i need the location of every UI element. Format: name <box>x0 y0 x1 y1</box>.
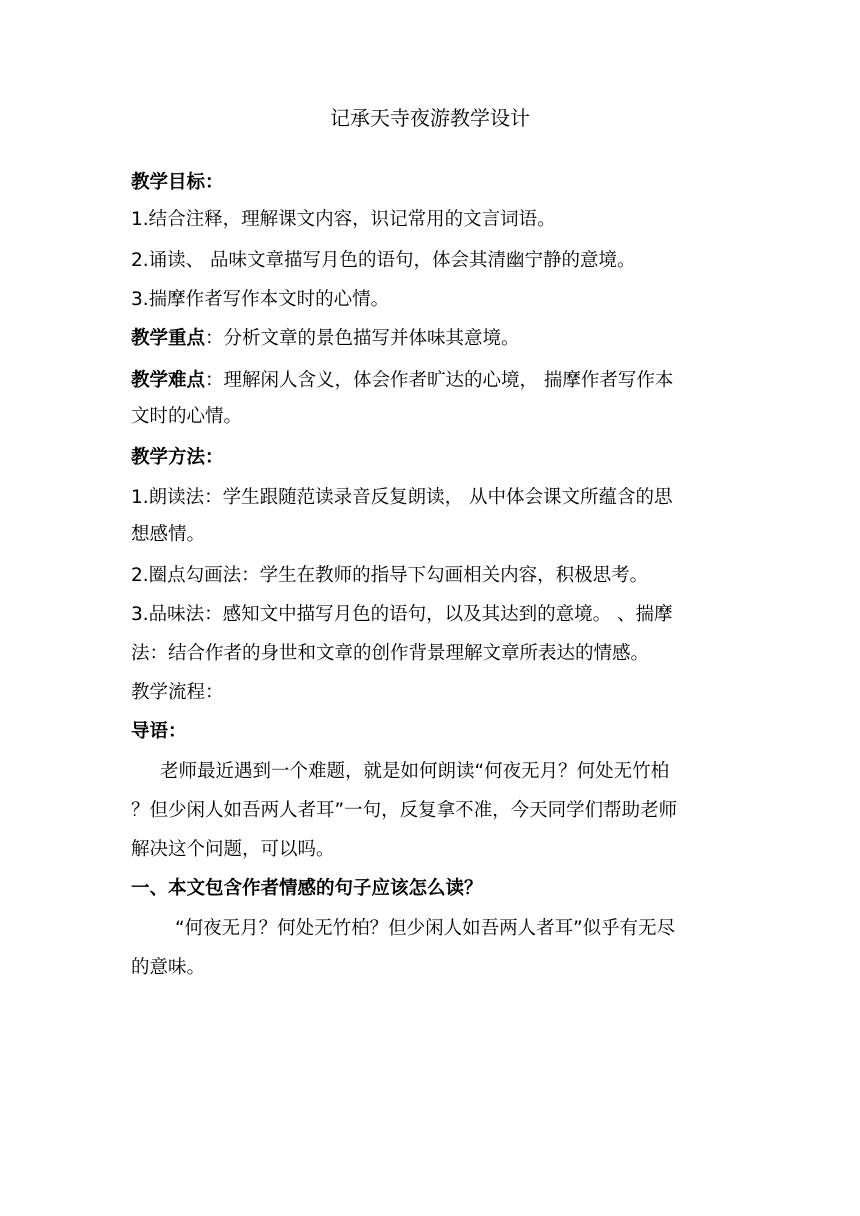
method-1-continued: 想感情。 <box>131 524 206 545</box>
key-point-line <box>131 324 731 354</box>
goal-1: 1.结合注释，理解课文内容，识记常用的文言词语。 <box>131 209 556 230</box>
key-point-label: 教学重点 <box>131 328 206 349</box>
methods-heading: 教学方法： <box>131 447 224 468</box>
process-heading: 教学流程： <box>131 682 224 703</box>
section-1-heading: 一、本文包含作者情感的句子应该怎么读？ <box>131 878 483 899</box>
goal-3: 3.揣摩作者写作本文时的心情。 <box>131 289 390 310</box>
difficulty-line <box>131 366 731 396</box>
method-1: 1.朗读法：学生跟随范读录音反复朗读， 从中体会课文所蕴含的思 <box>131 487 673 508</box>
difficulty-text-continued: 文时的心情。 <box>131 406 243 427</box>
document-title: 记承天寺夜游教学设计 <box>330 106 530 130</box>
method-3: 3.品味法：感知文中描写月色的语句，以及其达到的意境。 、揣摩 <box>131 604 673 625</box>
method-2: 2.圈点勾画法：学生在教师的指导下勾画相关内容，积极思考。 <box>131 565 649 586</box>
key-point-text: ：分析文章的景色描写并体味其意境。 <box>205 328 520 349</box>
difficulty-label: 教学难点 <box>131 370 206 391</box>
difficulty-text: ：理解闲人含义，体会作者旷达的心境， 揣摩作者写作本 <box>205 370 674 391</box>
intro-paragraph-line-1: 老师最近遇到一个难题，就是如何朗读“何夜无月？何处无竹柏 <box>160 761 670 782</box>
section-1-paragraph-line-1: “何夜无月？何处无竹柏？但少闲人如吾两人者耳”似乎有无尽 <box>175 918 676 939</box>
goal-2: 2.诵读、 品味文章描写月色的语句，体会其清幽宁静的意境。 <box>131 250 636 271</box>
intro-paragraph-line-3: 解决这个问题，可以吗。 <box>131 839 335 860</box>
section-1-paragraph-line-2: 的意味。 <box>131 957 206 978</box>
intro-paragraph-line-2: ？但少闲人如吾两人者耳”一句，反复拿不准，今天同学们帮助老师 <box>131 800 678 821</box>
method-3-continued: 法：结合作者的身世和文章的创作背景理解文章所表达的情感。 <box>131 643 650 664</box>
intro-heading: 导语： <box>131 721 187 742</box>
goals-heading: 教学目标： <box>131 172 224 193</box>
